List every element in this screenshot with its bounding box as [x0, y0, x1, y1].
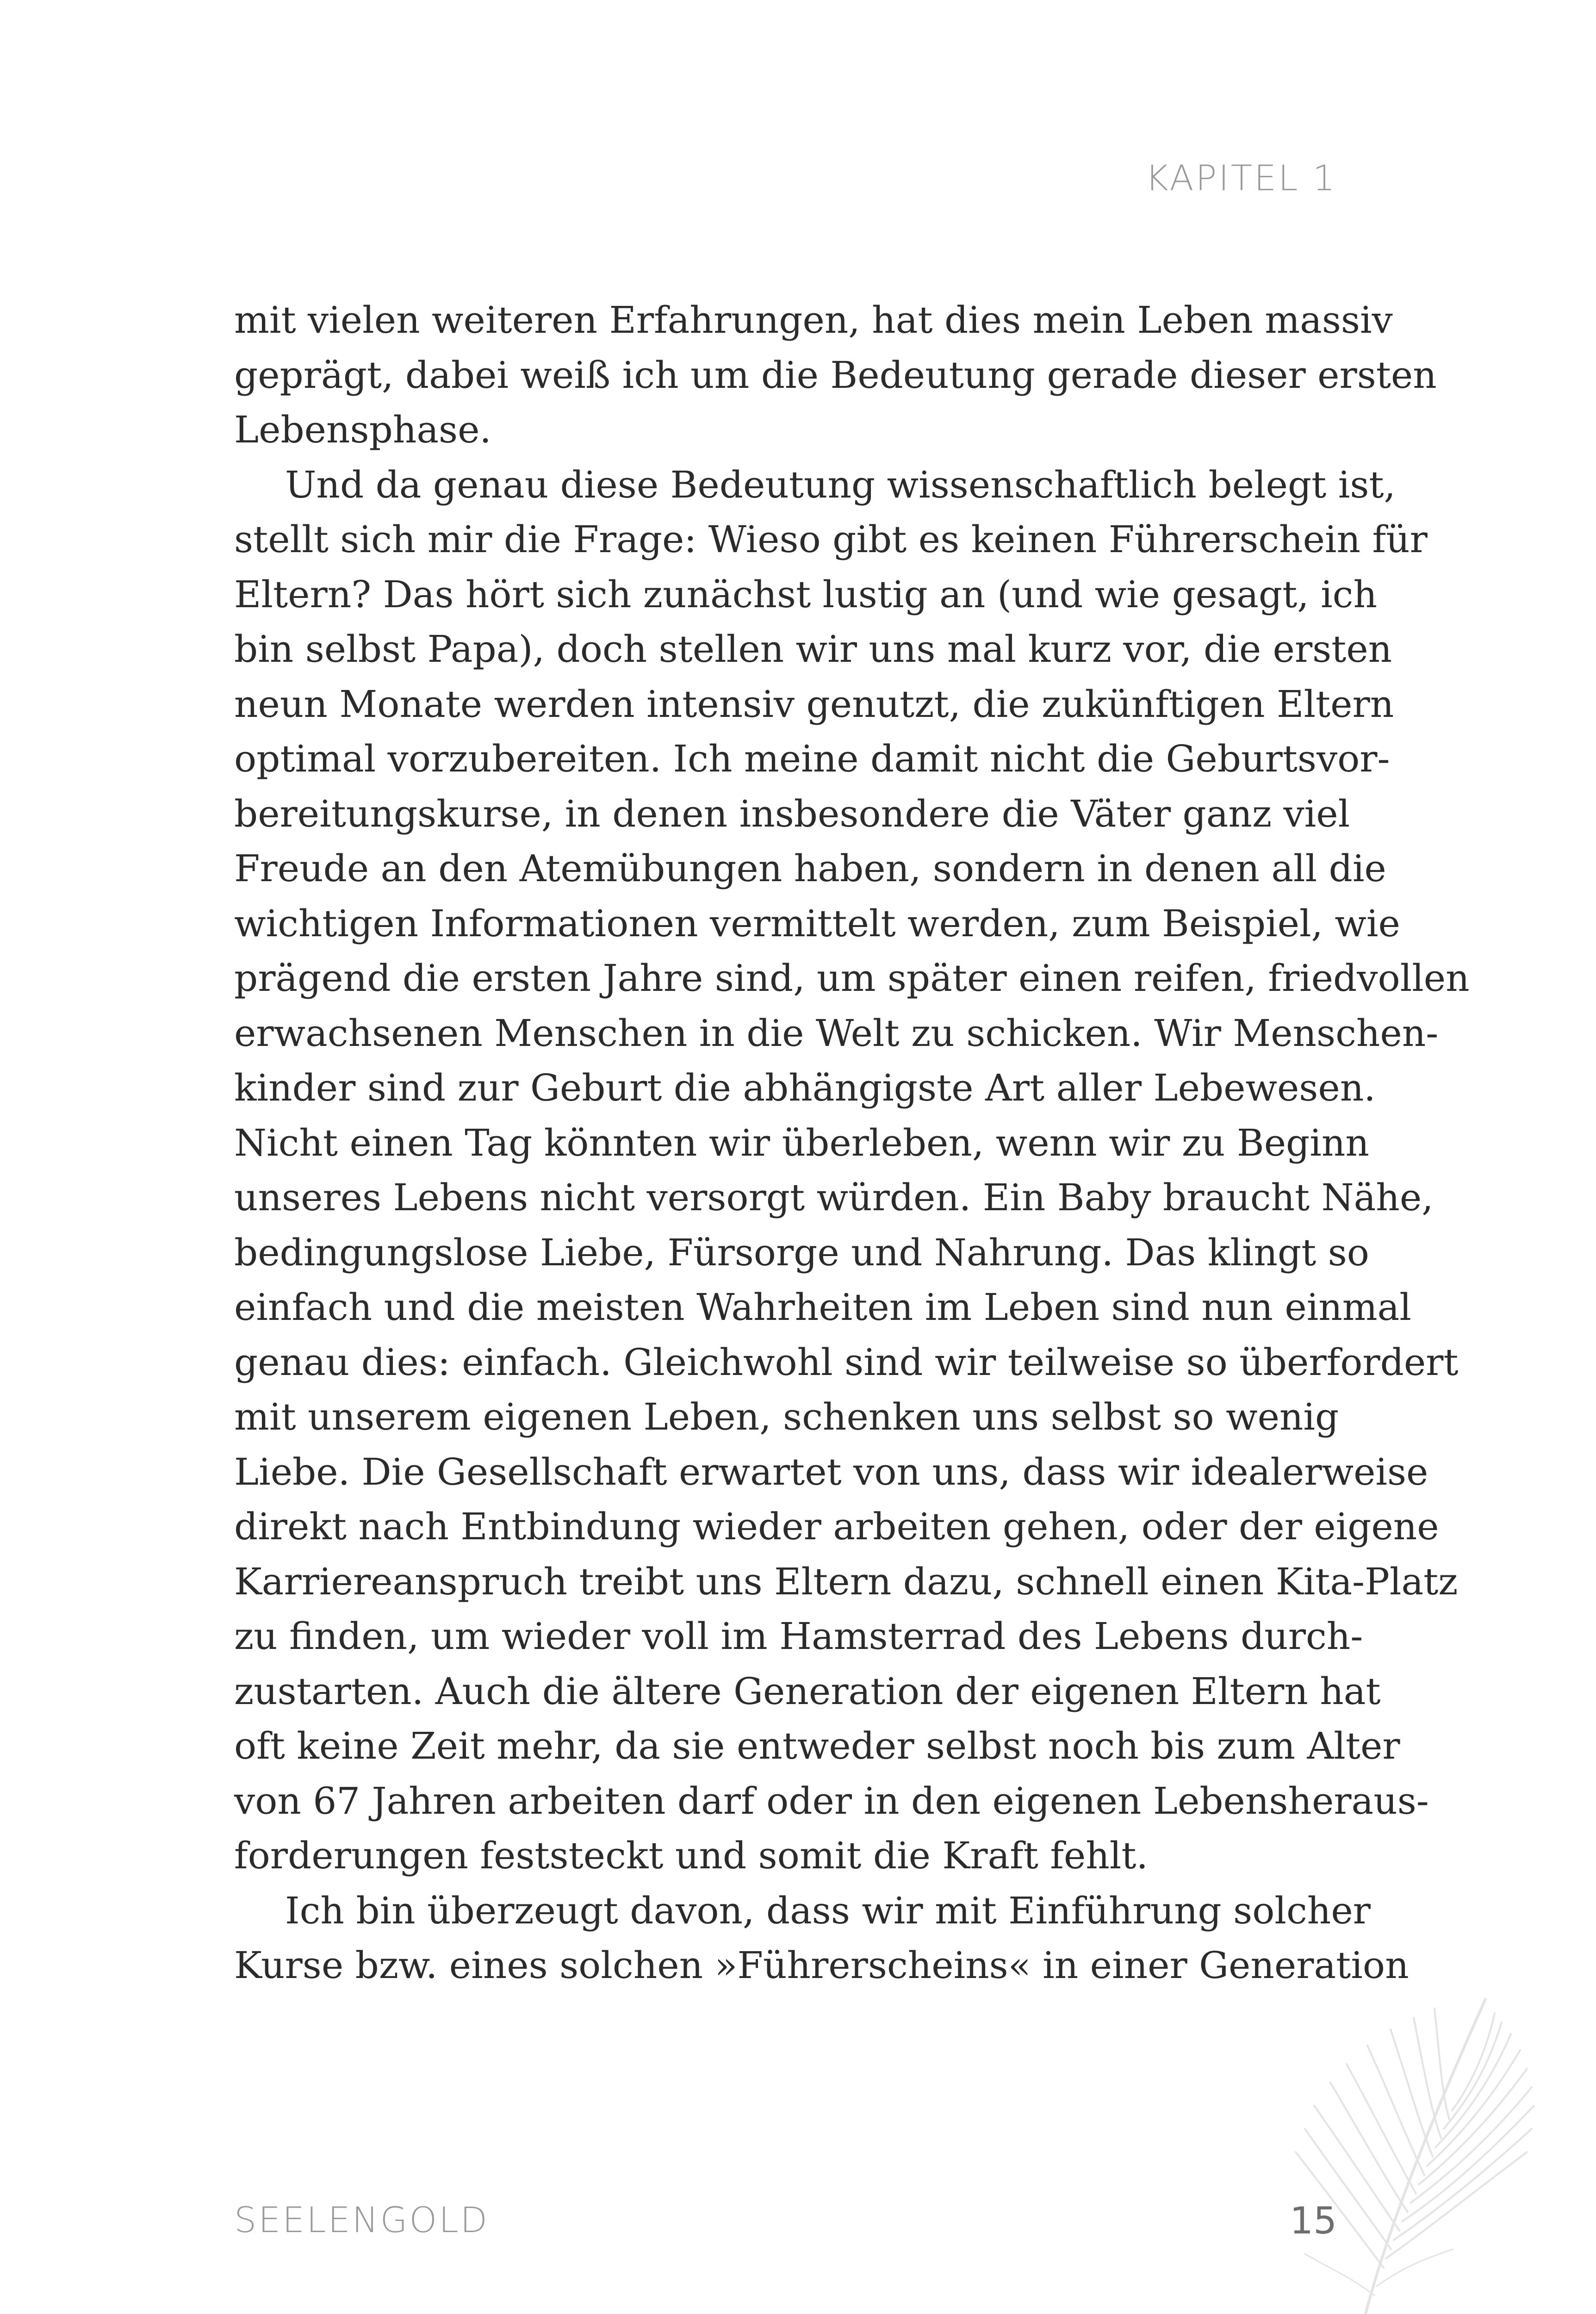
text-line: direkt nach Entbindung wieder arbeiten gehen, oder der eigene — [234, 1505, 1439, 1548]
body-text — [234, 293, 1470, 1993]
text-line: optimal vorzubereiten. Ich meine damit nicht die Geburtsvor- — [234, 737, 1390, 780]
text-line: mit unserem eigenen Leben, schenken uns selbst so wenig — [234, 1395, 1339, 1438]
text-line: erwachsenen Menschen in die Welt zu schicken. Wir Menschen- — [234, 1011, 1439, 1055]
text-line: einfach und die meisten Wahrheiten im Leben sind nun einmal — [234, 1286, 1411, 1329]
text-line: Ich bin überzeugt davon, dass wir mit Einführung solcher — [285, 1889, 1371, 1932]
text-line: forderungen feststeckt und somit die Kraft fehlt. — [234, 1834, 1148, 1877]
text-line: kinder sind zur Geburt die abhängigste Art aller Lebewesen. — [234, 1066, 1376, 1109]
text-line: Nicht einen Tag könnten wir überleben, wenn wir zu Beginn — [234, 1121, 1369, 1164]
text-line: Freude an den Atemübungen haben, sondern in denen all die — [234, 847, 1386, 890]
text-line: prägend die ersten Jahre sind, um später einen reifen, friedvollen — [234, 957, 1470, 1000]
text-line: Karriereanspruch treibt uns Eltern dazu, schnell einen Kita-Platz — [234, 1560, 1458, 1603]
text-line: stellt sich mir die Frage: Wieso gibt es keinen Führerschein für — [234, 518, 1428, 561]
text-line: bereitungskurse, in denen insbesondere die Väter ganz viel — [234, 792, 1350, 835]
text-line: bin selbst Papa), doch stellen wir uns mal kurz vor, die ersten — [234, 628, 1392, 671]
chapter-running-head: KAPITEL 1 — [1145, 157, 1337, 199]
text-line: neun Monate werden intensiv genutzt, die zukünftigen Eltern — [234, 682, 1394, 726]
text-line: von 67 Jahren arbeiten darf oder in den eigenen Lebensheraus- — [234, 1779, 1429, 1823]
text-line: zustarten. Auch die ältere Generation der eigenen Eltern hat — [234, 1669, 1381, 1713]
feather-icon — [1286, 1935, 1546, 2314]
page-number: 15 — [1290, 2199, 1337, 2242]
book-title-footer: SEELENGOLD — [234, 2199, 490, 2240]
text-line: genau dies: einfach. Gleichwohl sind wir teilweise so überfordert — [234, 1340, 1459, 1384]
text-line: Liebe. Die Gesellschaft erwartet von uns, dass wir idealerweise — [234, 1450, 1428, 1493]
text-line: Eltern? Das hört sich zunächst lustig an (und wie gesagt, ich — [234, 572, 1377, 616]
text-line: Lebensphase. — [234, 408, 491, 451]
text-line: zu finden, um wieder voll im Hamsterrad des Lebens durch- — [234, 1615, 1363, 1658]
text-line: bedingungslose Liebe, Fürsorge und Nahrung. Das klingt so — [234, 1231, 1369, 1274]
text-line: oft keine Zeit mehr, da sie entweder selbst noch bis zum Alter — [234, 1724, 1400, 1767]
text-line: geprägt, dabei weiß ich um die Bedeutung gerade dieser ersten — [234, 353, 1437, 397]
text-line: mit vielen weiteren Erfahrungen, hat dies mein Leben massiv — [234, 299, 1393, 342]
text-line: Kurse bzw. eines solchen »Führerscheins« in einer Generation — [234, 1944, 1409, 1987]
text-line: unseres Lebens nicht versorgt würden. Ein Baby braucht Nähe, — [234, 1176, 1434, 1219]
text-line: wichtigen Informationen vermittelt werden, zum Beispiel, wie — [234, 902, 1400, 945]
text-line: Und da genau diese Bedeutung wissenschaftlich belegt ist, — [285, 463, 1396, 506]
